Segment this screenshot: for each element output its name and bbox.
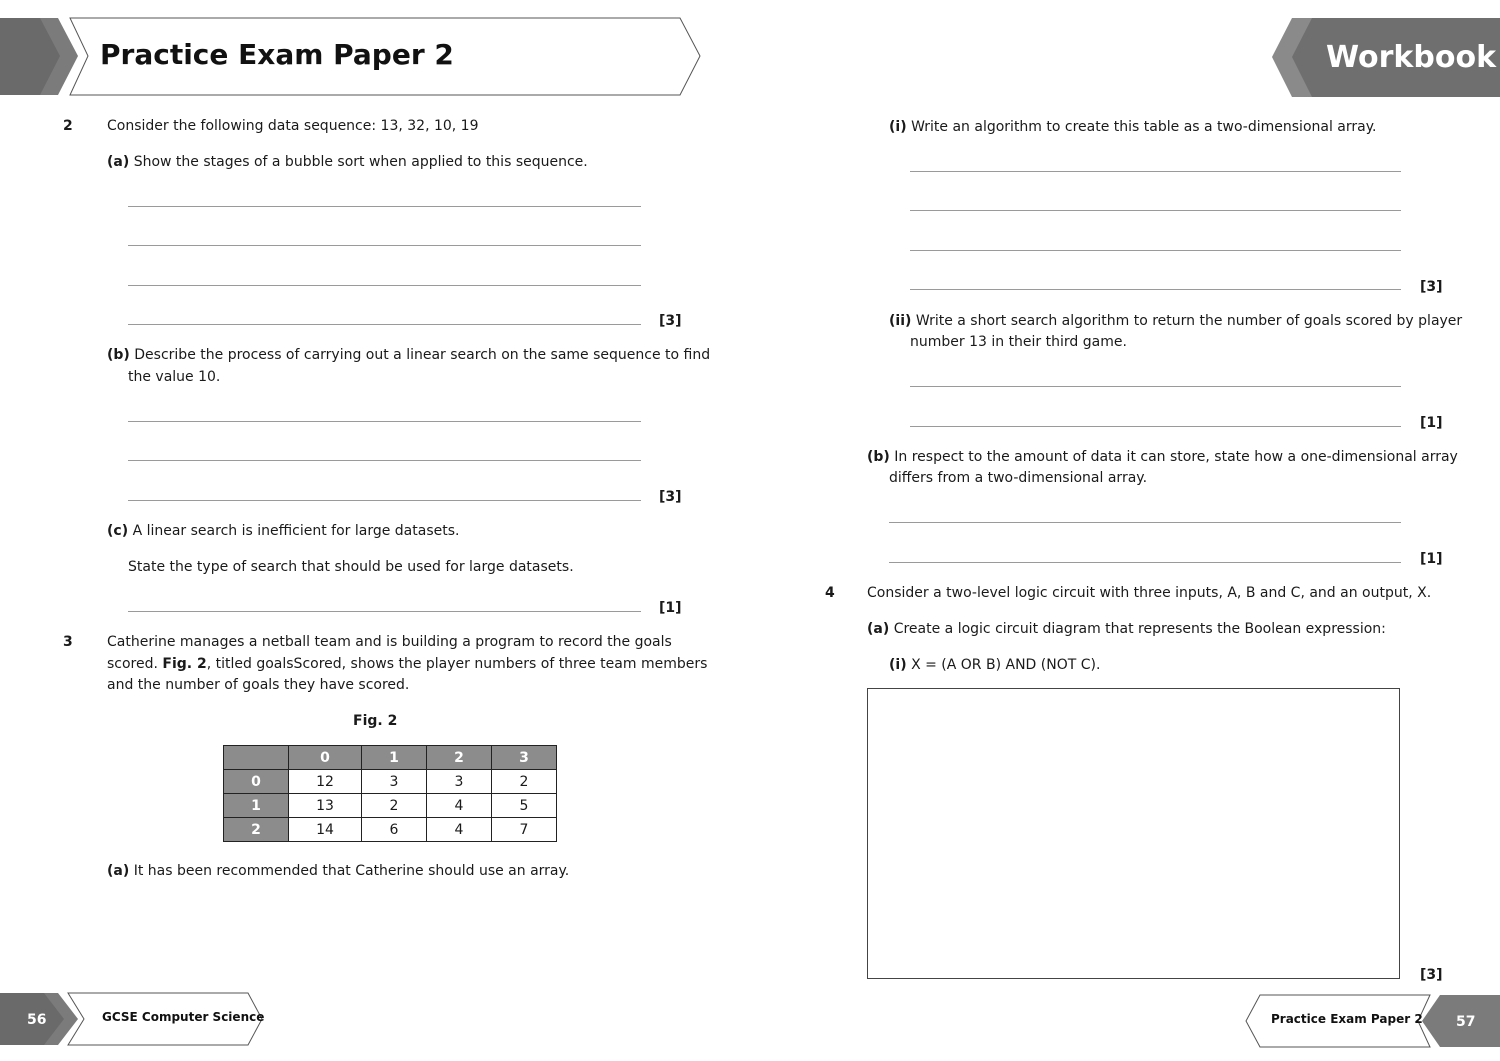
stem-line: Catherine manages a netball team and is building a program to record the goals — [107, 634, 672, 650]
stem-text: scored. — [107, 655, 163, 672]
question-4a — [867, 619, 1386, 641]
part-text: Create a logic circuit diagram that represents the Boolean expression: — [893, 621, 1386, 637]
table-cell: 6 — [362, 818, 427, 842]
table-cell: 14 — [289, 818, 362, 842]
part-label: (i) — [889, 657, 907, 673]
table-cell: 12 — [289, 770, 362, 794]
answer-line — [128, 611, 641, 612]
answer-line — [128, 206, 641, 207]
answer-line — [889, 562, 1401, 563]
answer-line — [128, 245, 641, 246]
answer-line — [910, 250, 1401, 251]
answer-line — [910, 210, 1401, 211]
answer-line — [128, 460, 641, 461]
stem-line — [107, 654, 707, 676]
question-3a — [107, 861, 569, 883]
part-label: (b) — [867, 449, 890, 465]
question-4-stem: Consider a two-level logic circuit with three inputs, A, B and C, and an output, X. — [867, 585, 1432, 601]
table-cell: 7 — [492, 818, 557, 842]
figure-reference: Fig. 2 — [162, 655, 207, 672]
table-header-row — [224, 746, 557, 770]
answer-line — [128, 500, 641, 501]
question-3b — [867, 447, 1458, 469]
part-text: A linear search is inefficient for large datasets. — [132, 523, 460, 539]
stem-text: , titled goalsScored, shows the player numbers of three team members — [206, 655, 708, 672]
part-text: Write an algorithm to create this table as a two-dimensional array. — [911, 119, 1377, 135]
table-cell: 4 — [427, 818, 492, 842]
part-text: Show the stages of a bubble sort when applied to this sequence. — [133, 154, 588, 170]
answer-line — [910, 289, 1401, 290]
part-text-continued: the value 10. — [128, 369, 221, 385]
table-header-cell: 1 — [362, 746, 427, 770]
page-number-right: 57 — [1456, 1014, 1476, 1030]
table-cell: 4 — [427, 794, 492, 818]
part-text-continued: differs from a two-dimensional array. — [889, 470, 1148, 486]
question-2b — [107, 345, 710, 367]
goals-scored-table — [223, 745, 557, 842]
table-cell: 2 — [492, 770, 557, 794]
part-label: (ii) — [889, 313, 912, 329]
question-3a-i — [889, 117, 1376, 139]
part-text: Write a short search algorithm to return the number of goals scored by player — [915, 313, 1463, 329]
question-number-2: 2 — [63, 118, 73, 134]
marks-2b: [3] — [659, 489, 682, 505]
part-label: (a) — [867, 621, 890, 637]
table-cell: 2 — [362, 794, 427, 818]
table-row — [224, 794, 557, 818]
question-3a-ii — [889, 311, 1462, 333]
part-label: (i) — [889, 119, 907, 135]
answer-line — [910, 386, 1401, 387]
table-cell: 3 — [362, 770, 427, 794]
question-3-stem — [107, 632, 707, 697]
answer-line — [889, 522, 1401, 523]
answer-line — [128, 285, 641, 286]
part-text: In respect to the amount of data it can store, state how a one-dimensional array — [894, 449, 1458, 465]
question-number-3: 3 — [63, 634, 73, 650]
marks-3a-i: [3] — [1420, 279, 1443, 295]
question-number-4: 4 — [825, 585, 835, 601]
answer-line — [910, 426, 1401, 427]
marks-3a-ii: [1] — [1420, 415, 1443, 431]
footer-book-title: GCSE Computer Science — [102, 1010, 265, 1024]
footer-section-title: Practice Exam Paper 2 — [1271, 1012, 1423, 1026]
question-2-stem: Consider the following data sequence: 13, 32, 10, 19 — [107, 118, 479, 134]
table-row — [224, 770, 557, 794]
table-cell: 3 — [427, 770, 492, 794]
part-text: X = (A OR B) AND (NOT C). — [911, 657, 1101, 673]
table-row — [224, 818, 557, 842]
part-text: Describe the process of carrying out a linear search on the same sequence to find — [134, 347, 711, 363]
table-row-header: 0 — [224, 770, 289, 794]
page-number-left: 56 — [27, 1012, 47, 1028]
marks-4a-i: [3] — [1420, 967, 1443, 983]
table-cell: 13 — [289, 794, 362, 818]
table-header-cell: 2 — [427, 746, 492, 770]
question-2a — [107, 152, 588, 174]
marks-2a: [3] — [659, 313, 682, 329]
answer-line — [128, 421, 641, 422]
part-label: (b) — [107, 347, 130, 363]
logic-diagram-answer-box[interactable] — [867, 688, 1400, 979]
table-header-cell: 3 — [492, 746, 557, 770]
part-label: (c) — [107, 523, 129, 539]
stem-line: and the number of goals they have scored. — [107, 677, 410, 693]
part-text: It has been recommended that Catherine should use an array. — [133, 863, 570, 879]
answer-line — [910, 171, 1401, 172]
marks-2c: [1] — [659, 600, 682, 616]
part-text-continued: State the type of search that should be used for large datasets. — [128, 559, 574, 575]
table-header-cell: 0 — [289, 746, 362, 770]
part-label: (a) — [107, 154, 130, 170]
part-label: (a) — [107, 863, 130, 879]
question-4a-i — [889, 655, 1100, 677]
table-row-header: 2 — [224, 818, 289, 842]
marks-3b: [1] — [1420, 551, 1443, 567]
page-title: Practice Exam Paper 2 — [100, 38, 454, 71]
figure-caption: Fig. 2 — [353, 713, 398, 729]
workbook-label: Workbook — [1326, 40, 1497, 75]
table-header-cell — [224, 746, 289, 770]
table-row-header: 1 — [224, 794, 289, 818]
answer-line — [128, 324, 641, 325]
question-2c — [107, 521, 459, 543]
table-cell: 5 — [492, 794, 557, 818]
part-text-continued: number 13 in their third game. — [910, 334, 1127, 350]
